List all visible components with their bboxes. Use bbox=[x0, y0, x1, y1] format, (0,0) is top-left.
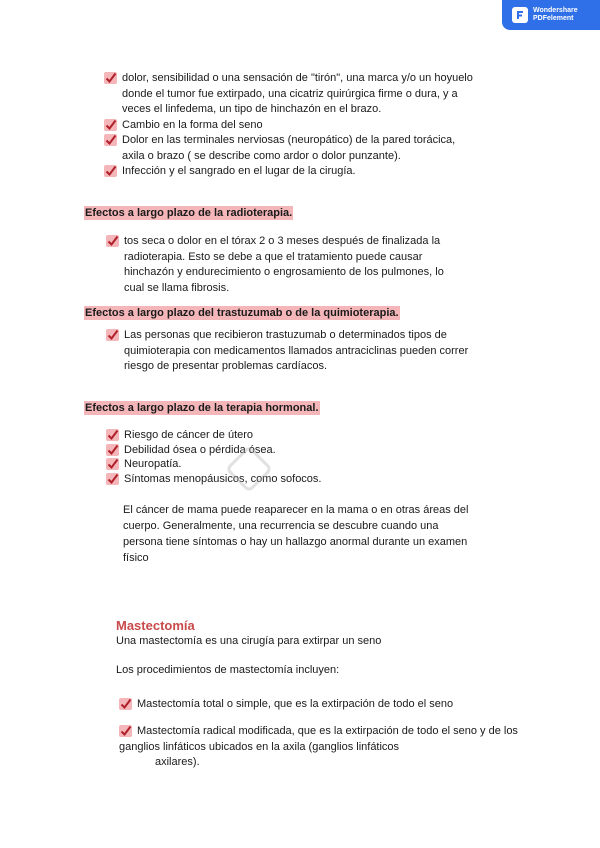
item-line: Neuropatía. bbox=[124, 458, 182, 470]
checkmark-icon bbox=[119, 725, 132, 737]
list-item bbox=[104, 133, 524, 164]
recurrence-paragraph bbox=[123, 502, 513, 566]
mastectomy-list-2 bbox=[119, 724, 569, 771]
list-item bbox=[106, 443, 526, 458]
item-line: axila o brazo ( se describe como ardor o dolor punzante). bbox=[122, 149, 401, 162]
surgery-effects-list bbox=[104, 71, 524, 180]
brand-line-1: Wondershare bbox=[533, 7, 578, 14]
trastuzumab-list bbox=[106, 328, 536, 375]
item-line: Síntomas menopáusicos, como sofocos. bbox=[124, 472, 322, 485]
item-line: tos seca o dolor en el tórax 2 o 3 meses después de finalizada la bbox=[124, 235, 441, 247]
item-line: Infección y el sangrado en el lugar de la cirugía. bbox=[122, 165, 356, 177]
pdfelement-badge[interactable] bbox=[502, 0, 600, 30]
list-item bbox=[104, 71, 524, 118]
item-line: Mastectomía total o simple, que es la extirpación de todo el seno bbox=[137, 698, 454, 710]
list-item bbox=[119, 697, 569, 713]
para-line: cuerpo. Generalmente, una recurrencia se descubre cuando una bbox=[123, 520, 439, 532]
item-line: axilares). bbox=[155, 756, 200, 768]
item-line: Dolor en las terminales nerviosas (neuropático) de la pared torácica, bbox=[122, 134, 456, 146]
para-line: físico bbox=[123, 552, 149, 564]
list-item bbox=[106, 428, 526, 443]
brand-line-2: PDFelement bbox=[533, 15, 574, 22]
item-line: dolor, sensibilidad o una sensación de "tirón", una marca y/o un hoyuelo bbox=[122, 72, 473, 84]
item-line: Mastectomía radical modificada, que es la extirpación de todo el seno y de los bbox=[137, 725, 518, 737]
item-line: radioterapia. Esto se debe a que el tratamiento puede causar bbox=[124, 250, 423, 263]
list-item bbox=[119, 724, 569, 740]
item-line: quimioterapia con medicamentos llamados antraciclinas pueden correr bbox=[124, 344, 469, 357]
checkmark-icon bbox=[104, 165, 117, 177]
list-item bbox=[106, 328, 536, 375]
para-line: persona tiene síntomas o hay un hallazgo anormal durante un examen bbox=[123, 536, 468, 548]
mastectomy-intro: Una mastectomía es una cirugía para extirpar un seno bbox=[116, 635, 382, 647]
radiotherapy-list bbox=[106, 234, 526, 296]
hormonal-list bbox=[106, 428, 526, 486]
list-item bbox=[106, 472, 526, 487]
item-line: Las personas que recibieron trastuzumab o determinados tipos de bbox=[124, 329, 447, 341]
item-line: hinchazón y endurecimiento o engrosamiento de los pulmones, lo bbox=[124, 266, 444, 278]
mastectomy-list bbox=[119, 697, 569, 713]
mastectomy-procedures: Los procedimientos de mastectomía incluyen: bbox=[116, 664, 340, 676]
checkmark-icon bbox=[104, 134, 117, 146]
checkmark-icon bbox=[106, 235, 119, 247]
heading-trastuzumab: Efectos a largo plazo del trastuzumab o de la quimioterapia. bbox=[85, 307, 399, 319]
list-item bbox=[106, 234, 526, 296]
list-item bbox=[104, 118, 524, 134]
heading-radiotherapy: Efectos a largo plazo de la radioterapia. bbox=[85, 207, 293, 219]
checkmark-icon bbox=[104, 119, 117, 131]
heading-hormonal: Efectos a largo plazo de la terapia hormonal. bbox=[85, 402, 319, 414]
checkmark-icon bbox=[104, 72, 117, 84]
item-line: ganglios linfáticos ubicados en la axila (ganglios linfáticos bbox=[119, 740, 400, 753]
item-line: riesgo de presentar problemas cardíacos. bbox=[124, 360, 327, 372]
list-item bbox=[106, 457, 526, 472]
checkmark-icon bbox=[106, 429, 119, 441]
item-line: Riesgo de cáncer de útero bbox=[124, 429, 254, 441]
mastectomy-title: Mastectomía bbox=[116, 618, 195, 633]
checkmark-icon bbox=[106, 329, 119, 341]
item-line: Cambio en la forma del seno bbox=[122, 118, 263, 131]
checkmark-icon bbox=[106, 473, 119, 485]
item-line: veces el linfedema, un tipo de hinchazón en el brazo. bbox=[122, 103, 382, 115]
item-line: donde el tumor fue extirpado, una cicatriz quirúrgica firme o dura, y a bbox=[122, 87, 458, 100]
checkmark-icon bbox=[106, 458, 119, 470]
checkmark-icon bbox=[106, 444, 119, 456]
pdfelement-logo-icon bbox=[512, 7, 528, 23]
list-item bbox=[104, 164, 524, 180]
para-line: El cáncer de mama puede reaparecer en la mama o en otras áreas del bbox=[123, 504, 469, 516]
item-line: Debilidad ósea o pérdida ósea. bbox=[124, 443, 276, 456]
item-line: cual se llama fibrosis. bbox=[124, 281, 230, 294]
checkmark-icon bbox=[119, 698, 132, 710]
